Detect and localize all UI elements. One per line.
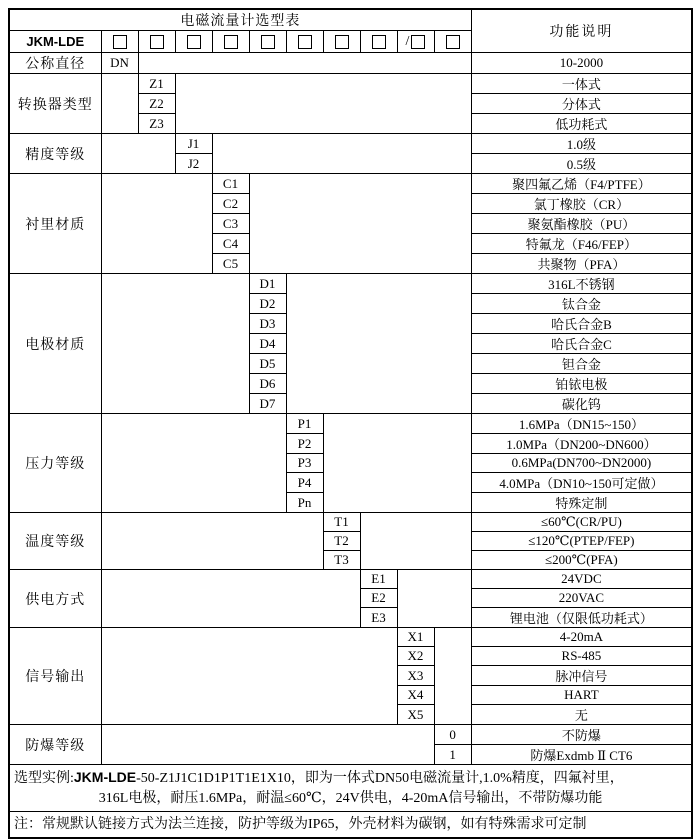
code-cell-0: 0 (434, 725, 471, 745)
code-cell-X2: X2 (397, 647, 434, 666)
example-model-code: JKM-LDE (73, 769, 137, 785)
model-code-box-2[interactable] (138, 31, 175, 53)
empty-checkbox-icon (335, 35, 349, 49)
code-cell-P2: P2 (286, 434, 323, 454)
description-cell: 特氟龙（F46/FEP） (471, 234, 692, 254)
description-cell: HART (471, 686, 692, 705)
description-cell: 4.0MPa（DN10~150可定做） (471, 473, 692, 493)
table-row (9, 53, 692, 74)
model-code-box-7[interactable] (323, 31, 360, 53)
description-cell: 特殊定制 (471, 493, 692, 513)
code-cell-D6: D6 (249, 374, 286, 394)
table-title: 电磁流量计选型表 (9, 9, 471, 31)
model-code-box-5[interactable] (249, 31, 286, 53)
description-cell: 钛合金 (471, 294, 692, 314)
empty-checkbox-icon (224, 35, 238, 49)
model-code-box-10[interactable] (434, 31, 471, 53)
model-code-box-8[interactable] (360, 31, 397, 53)
empty-checkbox-icon (446, 35, 460, 49)
description-cell: 防爆Exdmb Ⅱ CT6 (471, 745, 692, 765)
table-row (9, 274, 692, 294)
category-label: 供电方式 (9, 570, 101, 628)
blank-cell (397, 570, 471, 628)
code-cell-X3: X3 (397, 666, 434, 686)
description-cell: 铂铱电极 (471, 374, 692, 394)
example-line1 (14, 767, 687, 789)
category-label: 温度等级 (9, 513, 101, 570)
blank-cell (101, 628, 397, 725)
blank-cell (101, 134, 175, 174)
example-line2: 316L电极，耐压1.6MPa，耐温≤60℃，24V供电，4-20mA信号输出，不带防爆功能 (98, 791, 603, 806)
blank-cell (101, 414, 286, 513)
empty-checkbox-icon (261, 35, 275, 49)
description-cell: 24VDC (471, 570, 692, 589)
code-cell-P1: P1 (286, 414, 323, 434)
description-cell: 锂电池（仅限低功耗式） (471, 608, 692, 628)
category-label: 精度等级 (9, 134, 101, 174)
description-cell: 4-20mA (471, 628, 692, 647)
model-code-box-9[interactable] (397, 31, 434, 53)
blank-cell (286, 274, 471, 414)
description-cell: 共聚物（PFA） (471, 254, 692, 274)
code-cell-C5: C5 (212, 254, 249, 274)
empty-checkbox-icon (372, 35, 386, 49)
description-cell: 低功耗式 (471, 114, 692, 134)
table-row (9, 765, 692, 812)
empty-checkbox-icon (187, 35, 201, 49)
blank-cell (101, 74, 138, 134)
code-cell-D5: D5 (249, 354, 286, 374)
empty-checkbox-icon (298, 35, 312, 49)
model-code-box-3[interactable] (175, 31, 212, 53)
blank-cell (101, 725, 434, 765)
empty-checkbox-icon (411, 35, 425, 49)
description-cell: 聚氨酯橡胶（PU） (471, 214, 692, 234)
category-label: 信号输出 (9, 628, 101, 725)
code-cell-C3: C3 (212, 214, 249, 234)
description-cell: 碳化钨 (471, 394, 692, 414)
table-row (9, 174, 692, 194)
code-cell-X4: X4 (397, 686, 434, 705)
code-cell-T2: T2 (323, 532, 360, 551)
table-row (9, 725, 692, 745)
description-cell: ≤120℃(PTEP/FEP) (471, 532, 692, 551)
category-label: 防爆等级 (9, 725, 101, 765)
table-row (9, 513, 692, 532)
code-cell-C1: C1 (212, 174, 249, 194)
blank-cell (360, 513, 471, 570)
description-cell: 无 (471, 705, 692, 725)
code-cell-C4: C4 (212, 234, 249, 254)
description-cell: 不防爆 (471, 725, 692, 745)
code-cell-D3: D3 (249, 314, 286, 334)
table-row (9, 628, 692, 647)
code-cell-X5: X5 (397, 705, 434, 725)
example-line1-rest: -50-Z1J1C1D1P1T1E1X10，即为一体式DN50电磁流量计,1.0%精度，四氟衬里， (136, 771, 624, 786)
model-code-box-4[interactable] (212, 31, 249, 53)
code-cell-1: 1 (434, 745, 471, 765)
table-row (9, 812, 692, 839)
description-cell: 一体式 (471, 74, 692, 94)
table-notes-section (9, 765, 692, 839)
description-cell: RS-485 (471, 647, 692, 666)
flowmeter-selection-table (8, 8, 693, 839)
code-cell-J2: J2 (175, 154, 212, 174)
description-cell: ≤200℃(PFA) (471, 551, 692, 570)
code-cell-Z3: Z3 (138, 114, 175, 134)
slash-separator: / (405, 33, 410, 49)
blank-cell (101, 570, 360, 628)
blank-cell (212, 134, 471, 174)
code-cell-C2: C2 (212, 194, 249, 214)
blank-cell (101, 174, 212, 274)
description-cell: 1.0级 (471, 134, 692, 154)
code-cell-Z2: Z2 (138, 94, 175, 114)
table-row (9, 570, 692, 589)
code-cell-E2: E2 (360, 589, 397, 608)
remark-note: 注：常规默认链接方式为法兰连接，防护等级为IP65，外壳材料为碳钢，如有特殊需求可定制 (9, 812, 692, 839)
example-prefix: 选型实例: (14, 771, 74, 786)
table-row (9, 414, 692, 434)
table-body-section (9, 53, 692, 765)
description-cell: 1.6MPa（DN15~150） (471, 414, 692, 434)
code-cell-E1: E1 (360, 570, 397, 589)
blank-cell (101, 513, 323, 570)
blank-cell (138, 53, 471, 74)
code-cell-Z1: Z1 (138, 74, 175, 94)
model-code-box-6[interactable] (286, 31, 323, 53)
empty-checkbox-icon (113, 35, 127, 49)
blank-cell (101, 274, 249, 414)
code-cell-X1: X1 (397, 628, 434, 647)
empty-checkbox-icon (150, 35, 164, 49)
code-cell-P4: P4 (286, 473, 323, 493)
category-label: 电极材质 (9, 274, 101, 414)
code-cell-DN: DN (101, 53, 138, 74)
code-cell-D4: D4 (249, 334, 286, 354)
model-code-box-1[interactable] (101, 31, 138, 53)
code-cell-D1: D1 (249, 274, 286, 294)
description-cell: 10-2000 (471, 53, 692, 74)
description-cell: 1.0MPa（DN200~DN600） (471, 434, 692, 454)
code-cell-D7: D7 (249, 394, 286, 414)
blank-cell (175, 74, 471, 134)
blank-cell (434, 628, 471, 725)
description-cell: 哈氏合金B (471, 314, 692, 334)
code-cell-J1: J1 (175, 134, 212, 154)
description-cell: 0.5级 (471, 154, 692, 174)
description-cell: 0.6MPa(DN700~DN2000) (471, 454, 692, 473)
code-cell-P3: P3 (286, 454, 323, 473)
description-cell: ≤60℃(CR/PU) (471, 513, 692, 532)
table-row (9, 74, 692, 94)
code-cell-Pn: Pn (286, 493, 323, 513)
description-cell: 哈氏合金C (471, 334, 692, 354)
table-row (9, 9, 692, 31)
description-cell: 氯丁橡胶（CR） (471, 194, 692, 214)
table-header-section (9, 9, 692, 53)
description-cell: 钽合金 (471, 354, 692, 374)
description-cell: 316L不锈钢 (471, 274, 692, 294)
code-cell-T3: T3 (323, 551, 360, 570)
category-label: 压力等级 (9, 414, 101, 513)
blank-cell (323, 414, 471, 513)
selection-example-note (9, 765, 692, 812)
category-label: 衬里材质 (9, 174, 101, 274)
description-cell: 220VAC (471, 589, 692, 608)
description-cell: 分体式 (471, 94, 692, 114)
function-description-header: 功能说明 (471, 9, 692, 53)
category-label: 转换器类型 (9, 74, 101, 134)
category-label: 公称直径 (9, 53, 101, 74)
description-cell: 聚四氟乙烯（F4/PTFE） (471, 174, 692, 194)
blank-cell (249, 174, 471, 274)
description-cell: 脉冲信号 (471, 666, 692, 686)
table-row (9, 134, 692, 154)
code-cell-E3: E3 (360, 608, 397, 628)
code-cell-T1: T1 (323, 513, 360, 532)
code-cell-D2: D2 (249, 294, 286, 314)
model-prefix-label: JKM-LDE (9, 31, 101, 53)
